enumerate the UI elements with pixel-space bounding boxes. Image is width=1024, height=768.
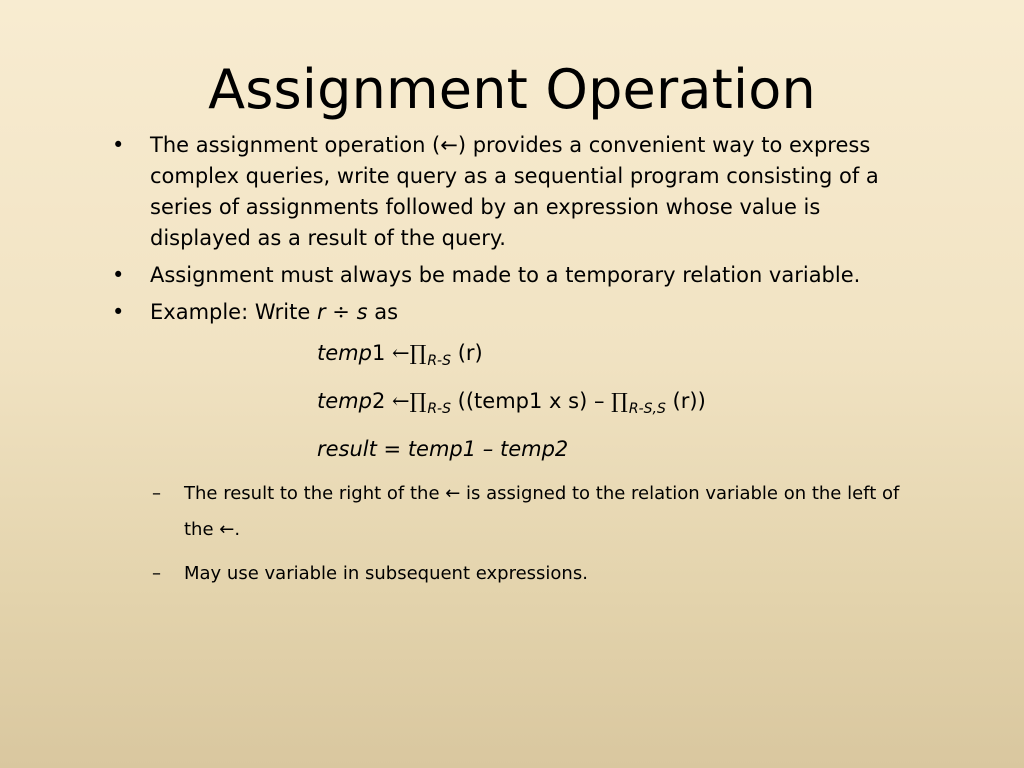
bullet-text: Assignment must always be made to a temporary relation variable. [150,263,861,287]
bullet-dot: • [112,300,125,324]
bullet-dot: • [112,133,125,157]
bullet-text [150,297,920,328]
subbullet-text: The result to the right of the ← is assigned to the relation variable on the left of the ←. [184,483,900,540]
assign-arrow: ← [385,341,410,365]
example-label: Example: Write [150,300,317,324]
subbullet-dash: – [152,563,161,584]
projection-subscript: R-S [427,401,451,417]
bullet-item [100,260,920,291]
slide-content [100,130,920,592]
bullet-item-example [100,297,920,328]
bullet-text: The assignment operation (←) provides a convenient way to express complex queries, write query as a sequential program consisting of a series of assignments followed by an expression whose value is displayed as a result of the query. [150,133,879,250]
pi-symbol: ∏ [409,341,427,365]
example-as: as [367,300,399,324]
formula-line-3 [100,430,920,468]
formula-line-2 [100,382,920,428]
pi-symbol-2: ∏ [611,389,628,413]
formula-rest: (r) [457,341,483,365]
formula-var: temp [317,341,372,365]
formula-var: temp [317,389,372,413]
slide-title: Assignment Operation [208,58,816,121]
formula-var-num: 1 [371,341,386,365]
subbullet-text: May use variable in subsequent expressions. [184,563,588,584]
pi-symbol: ∏ [409,389,427,413]
formula-rest: (r)) [672,389,706,413]
formula-mid: ((temp1 x s) – [451,389,612,413]
example-s: s [356,300,368,324]
bullet-item [100,130,920,254]
formula-line-1 [100,334,920,380]
subbullet-item [100,476,920,548]
projection-subscript-2: R-S,S [628,401,666,417]
subbullet-item [100,556,920,592]
formula-var-num: 2 [371,389,386,413]
example-r: r [316,300,326,324]
subbullet-dash: – [152,483,161,504]
formula-result-line: result = temp1 – temp2 [317,437,569,461]
projection-subscript: R-S [427,353,451,369]
assign-arrow: ← [385,389,410,413]
bullet-dot: • [112,263,125,287]
divide-symbol: ÷ [325,300,357,324]
